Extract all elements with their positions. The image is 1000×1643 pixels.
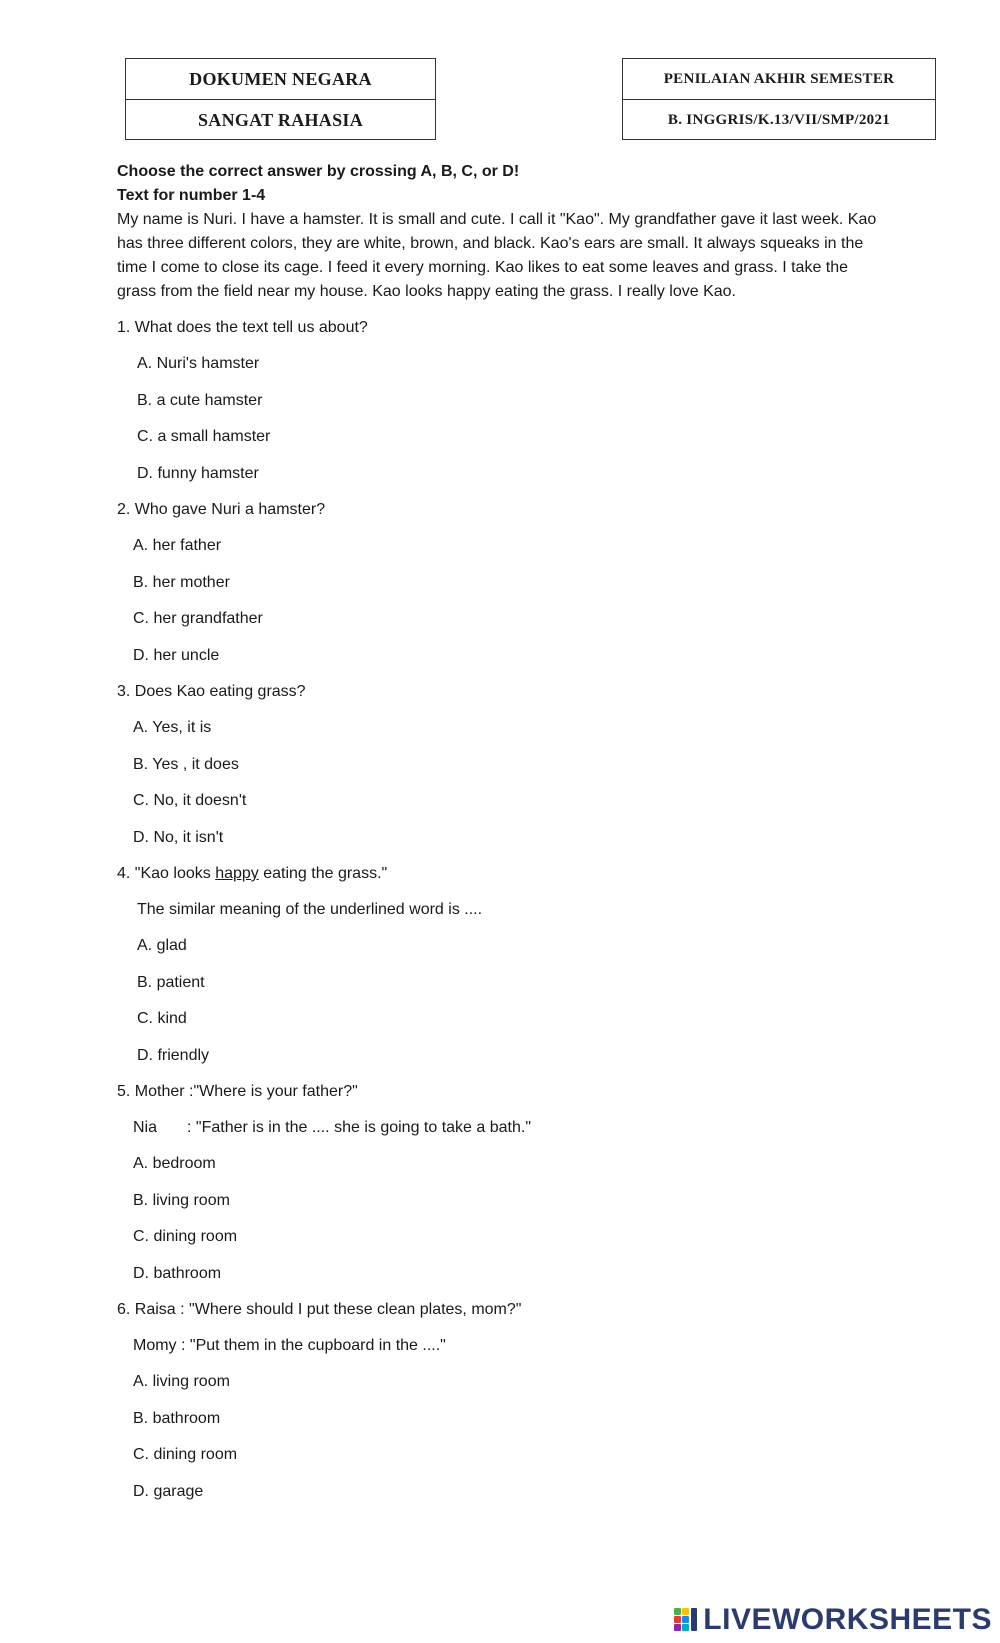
question-6: 6. Raisa : "Where should I put these clean plates, mom?" (117, 1301, 522, 1318)
question-5: 5. Mother :"Where is your father?" (117, 1083, 358, 1100)
q6-option-c[interactable]: C. dining room (133, 1446, 238, 1463)
header-sangat-rahasia: SANGAT RAHASIA (197, 109, 364, 130)
q1-option-a[interactable]: A. Nuri's hamster (137, 355, 260, 372)
question-3: 3. Does Kao eating grass? (117, 683, 306, 700)
q4-option-c[interactable]: C. kind (137, 1010, 187, 1027)
question-2: 2. Who gave Nuri a hamster? (117, 501, 326, 518)
q1-option-c[interactable]: C. a small hamster (137, 428, 271, 445)
q3-option-d[interactable]: D. No, it isn't (133, 828, 224, 846)
q2-option-d[interactable]: D. her uncle (133, 646, 220, 664)
q2-option-b[interactable]: B. her mother (133, 573, 230, 591)
liveworksheets-logo (673, 1597, 992, 1643)
instruction-heading: Choose the correct answer by crossing A, B, C, or D! (117, 163, 520, 180)
q5-option-d[interactable]: D. bathroom (133, 1264, 222, 1282)
q1-option-d[interactable]: D. funny hamster (137, 464, 259, 482)
q6-option-a[interactable]: A. living room (133, 1373, 230, 1390)
question-5-dialogue (117, 1116, 877, 1140)
q3-option-c[interactable]: C. No, it doesn't (133, 792, 247, 809)
question-6-dialogue: Momy : "Put them in the cupboard in the ...." (133, 1337, 446, 1354)
q6-option-b[interactable]: B. bathroom (133, 1409, 221, 1427)
q5-option-a[interactable]: A. bedroom (133, 1155, 216, 1172)
q5-speaker: Nia (133, 1119, 158, 1136)
worksheet-content (117, 160, 877, 1516)
q2-option-a[interactable]: A. her father (133, 537, 222, 554)
q4-option-d[interactable]: D. friendly (137, 1046, 210, 1064)
liveworksheets-brand-text: LIVEWORKSHEETS (703, 1603, 992, 1636)
header-right-box (622, 58, 936, 140)
header-subject-code: B. INGGRIS/K.13/VII/SMP/2021 (667, 111, 891, 128)
q4-underlined-word: happy (215, 865, 259, 882)
q2-option-c[interactable]: C. her grandfather (133, 610, 263, 627)
q4-text-before: 4. "Kao looks (117, 865, 216, 882)
q1-option-b[interactable]: B. a cute hamster (137, 391, 263, 409)
q5-line: : "Father is in the .... she is going to take a bath." (187, 1119, 531, 1136)
q4-option-a[interactable]: A. glad (137, 937, 187, 954)
q5-option-c[interactable]: C. dining room (133, 1228, 238, 1245)
q4-text-after: eating the grass." (258, 865, 388, 882)
question-4 (117, 862, 877, 886)
q5-option-b[interactable]: B. living room (133, 1191, 230, 1209)
header-left-box (125, 58, 436, 140)
q4-option-b[interactable]: B. patient (137, 973, 205, 991)
question-4-subtext: The similar meaning of the underlined word is .... (137, 901, 483, 918)
question-1: 1. What does the text tell us about? (117, 319, 368, 336)
q6-option-d[interactable]: D. garage (133, 1482, 204, 1500)
header-exam-title: PENILAIAN AKHIR SEMESTER (623, 59, 935, 100)
header-dokumen-negara: DOKUMEN NEGARA (126, 59, 435, 100)
q3-option-a[interactable]: A. Yes, it is (133, 719, 212, 736)
q3-option-b[interactable]: B. Yes , it does (133, 755, 239, 773)
text-label: Text for number 1-4 (117, 187, 266, 204)
reading-passage: My name is Nuri. I have a hamster. It is small and cute. I call it "Kao". My grandfather gave it last week. Kao has three different colors, they are white, brown, and black. Kao's ears are small. It always squeaks in the time I come to close its cage. I feed it every morning. Kao likes to eat some leaves and grass. I take the grass from the field near my house. Kao looks happy eating the grass. I really love Kao. (117, 211, 877, 300)
liveworksheets-logo-icon (673, 1606, 699, 1634)
